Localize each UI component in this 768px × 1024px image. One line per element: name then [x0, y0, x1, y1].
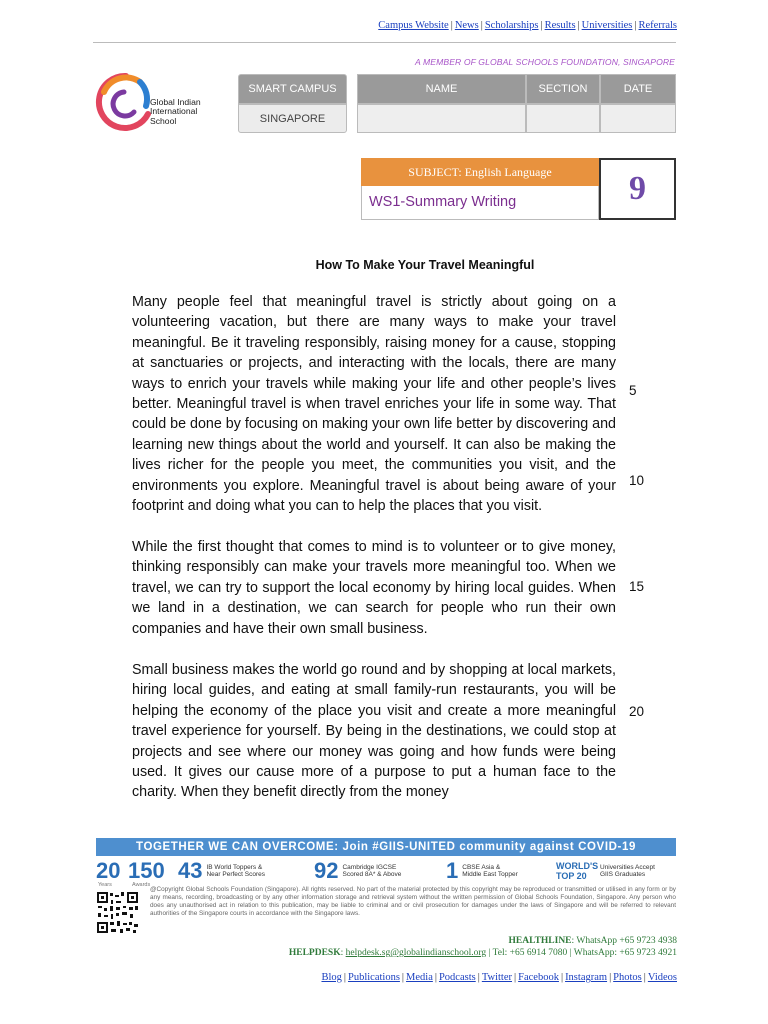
footer-separator: |	[401, 972, 405, 983]
nav-separator: |	[450, 20, 453, 31]
footer-nav	[321, 972, 677, 983]
copyright-notice: @Copyright Global Schools Foundation (Singapore). All rights reserved. No part of the material protected by this copyright may be reproduced or transmitted or utilised in any form or by any means, recording, broadcasting or by any other information storage and retrieval system without the written permission of Global Schools Foundation, Singapore. Any person who does any unauthorised act in relation to this publication, may be liable to criminal and or civil prosecution for damages under the laws of Singapore and will be referred to relevant authorities of the Singapore courts in accordance with the Singapore laws.	[150, 886, 676, 918]
nav-campus-website[interactable]: Campus Website	[378, 20, 449, 31]
covid-banner[interactable]: TOGETHER WE CAN OVERCOME: Join #GIIS-UNITED community against COVID-19	[96, 838, 676, 856]
top-nav	[378, 20, 677, 31]
subject-bar: SUBJECT: English Language	[361, 158, 599, 186]
smart-campus-label: SMART CAMPUS	[238, 74, 347, 104]
article-title: How To Make Your Travel Meaningful	[315, 258, 535, 272]
nav-universities[interactable]: Universities	[581, 20, 633, 31]
header-divider	[93, 42, 676, 43]
footer-link-twitter[interactable]: Twitter	[481, 972, 513, 983]
stat-ib	[178, 858, 266, 883]
line-number: 20	[629, 704, 645, 719]
healthline-label: HEALTHLINE	[508, 936, 572, 946]
helpdesk-email-link[interactable]: helpdesk.sg@globalindianschool.org	[345, 948, 487, 958]
stat-awards	[128, 858, 165, 883]
helpdesk: HELPDESK: helpdesk.sg@globalindianschool.org | Tel: +65 6914 7080 | WhatsApp: +65 9723 4921	[288, 948, 677, 958]
school-logo	[94, 70, 234, 134]
footer-separator: |	[434, 972, 437, 983]
stat-value: 150	[128, 858, 165, 883]
nav-news[interactable]: News	[454, 20, 479, 31]
footer-separator: |	[560, 972, 564, 983]
stat-caption: Years	[98, 882, 112, 888]
paragraph-2: While the first thought that comes to mind is to volunteer or to give money, thinking responsibly can make your travels more meaningful too. When we travel, we can try to support the local economy by hiring local guides. When we land in a destination, we can search for people who run their own companies and have their own small business.	[132, 539, 616, 637]
stat-label: Universities Accept GIIS Graduates	[600, 863, 655, 878]
stat-years	[96, 858, 121, 883]
footer-link-instagram[interactable]: Instagram	[565, 972, 608, 983]
nav-separator: |	[540, 20, 543, 31]
campus-value: SINGAPORE	[238, 104, 347, 133]
line-number: 15	[629, 579, 645, 594]
logo-line: International	[150, 106, 198, 117]
logo-text	[150, 98, 201, 126]
helpdesk-label: HELPDESK	[288, 948, 341, 958]
line-number: 10	[629, 473, 645, 488]
section-field[interactable]	[526, 104, 600, 133]
stat-value: 20	[96, 858, 121, 883]
name-field[interactable]	[357, 104, 526, 133]
stat-value: WORLD'S TOP 20	[556, 861, 599, 881]
line-number: 5	[629, 383, 637, 398]
date-field[interactable]	[600, 104, 676, 133]
logo-line: Global Indian	[150, 97, 201, 107]
nav-separator: |	[577, 20, 580, 31]
footer-separator: |	[609, 972, 612, 983]
nav-separator: |	[480, 20, 483, 31]
logo-swirl-icon	[94, 70, 154, 134]
stat-label: Cambridge IGCSE Scored 8A* & Above	[342, 863, 402, 878]
nav-scholarships[interactable]: Scholarships	[484, 20, 539, 31]
member-text: A MEMBER OF GLOBAL SCHOOLS FOUNDATION, SINGAPORE	[415, 57, 675, 67]
footer-link-videos[interactable]: Videos	[647, 972, 677, 983]
footer-separator: |	[343, 972, 346, 983]
footer-link-blog[interactable]: Blog	[321, 972, 342, 983]
nav-results[interactable]: Results	[544, 20, 576, 31]
paragraph-1: Many people feel that meaningful travel is strictly about going on a volunteering vacation, but there are many ways to make your travel meaningful. Be it traveling responsibly, raising money for a cause, stopping at sanctuaries or projects, and interacting with the locals, there are many ways to enrich your travels while making your life and other people’s lives better. Meaningful travel is when travel enriches your life in some way. That could be done by focusing on making your own life better by discovering and learning new things about the world and yourself. It can also be making the lives richer for the people you meet, the communities you visit, and the environments you explore. Meaningful travel is about being aware of your footprint and doing what you can to help the places that you visit.	[132, 294, 617, 515]
nav-referrals[interactable]: Referrals	[638, 20, 677, 31]
footer-separator: |	[643, 972, 646, 983]
stat-label: CBSE Asia & Middle East Topper	[462, 863, 518, 878]
healthline	[509, 936, 677, 946]
stat-igcse	[314, 858, 402, 883]
helpdesk-contact: | Tel: +65 6914 7080 | WhatsApp: +65 9723 4921	[486, 948, 677, 958]
worksheet-title: WS1-Summary Writing	[361, 186, 599, 220]
stat-label: IB World Toppers & Near Perfect Scores	[206, 863, 266, 878]
section-label: SECTION	[526, 74, 600, 104]
name-label: NAME	[357, 74, 526, 104]
footer-link-podcasts[interactable]: Podcasts	[438, 972, 476, 983]
footer-separator: |	[514, 972, 517, 983]
footer-link-media[interactable]: Media	[406, 972, 433, 983]
stat-value: 43	[178, 858, 203, 883]
footer-link-facebook[interactable]: Facebook	[518, 972, 559, 983]
stat-cbse	[446, 858, 518, 883]
stat-value: 92	[314, 858, 339, 883]
date-label: DATE	[600, 74, 676, 104]
stat-top20	[556, 861, 655, 881]
grade-number: 9	[599, 158, 676, 220]
footer-link-publications[interactable]: Publications	[348, 972, 400, 983]
stat-value: 1	[446, 858, 459, 883]
stat-caption: Awards	[132, 882, 151, 888]
footer-link-photos[interactable]: Photos	[613, 972, 642, 983]
healthline-value: : WhatsApp +65 9723 4938	[571, 936, 677, 946]
nav-separator: |	[634, 20, 637, 31]
paragraph-3: Small business makes the world go round and by shopping at local markets, hiring local guides, and eating at small family-run restaurants, you will be helping the economy of the place you visit and create a more meaningful travel experience for yourself. By being in the destinations, we could stop at projects and see where our money was going and how funds were being used. It gives our cause more of a purpose to put a human face to the charity. When they benefit directly from the money	[132, 662, 616, 801]
footer-separator: |	[477, 972, 480, 983]
qr-code-icon	[96, 891, 139, 934]
logo-line: School	[150, 115, 177, 126]
